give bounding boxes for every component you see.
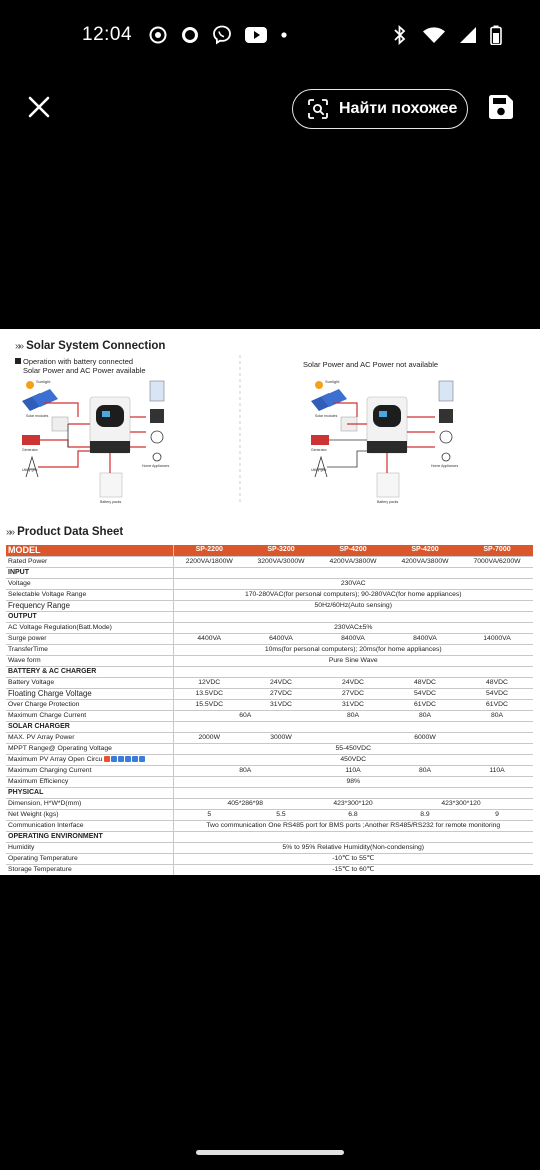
table-cell: 10ms(for personal computers); 20ms(for home appliances): [173, 644, 533, 655]
fan-icon: [151, 431, 163, 443]
table-row-label: OUTPUT: [6, 611, 173, 622]
close-icon: [28, 96, 50, 118]
charge-controller-icon: [52, 417, 68, 431]
svg-text:Generator: Generator: [311, 448, 327, 452]
svg-text:Solar modules: Solar modules: [315, 414, 338, 418]
table-row: [6, 677, 533, 688]
table-cell: 13.5VDC: [173, 688, 245, 699]
fridge-icon: [150, 381, 164, 401]
table-cell: 54VDC: [389, 688, 461, 699]
table-cell: 15.5VDC: [173, 699, 245, 710]
table-row-label: Selectable Voltage Range: [6, 589, 173, 600]
table-cell: 54VDC: [461, 688, 533, 699]
table-row: [6, 688, 533, 699]
table-cell: 61VDC: [461, 699, 533, 710]
table-cell: 6.8: [317, 809, 389, 820]
svg-text:Battery packs: Battery packs: [377, 500, 399, 504]
table-row-label: TransferTime: [6, 644, 173, 655]
table-cell: 4200VA/3800W: [389, 556, 461, 567]
table-row-label: Maximum PV Array Open Circu: [6, 754, 173, 765]
fan-icon: [440, 431, 452, 443]
table-cell: 80A: [317, 710, 389, 721]
table-row-label: INPUT: [6, 567, 173, 578]
toolbar-glyph-icon: [132, 756, 138, 762]
table-row: [6, 820, 533, 831]
left-diagram-note: [15, 357, 146, 375]
table-cell: 230VAC: [173, 578, 533, 589]
left-note-line1: Operation with battery connected: [23, 357, 134, 366]
table-section-row: [6, 831, 533, 842]
table-row-label: Rated Power: [6, 556, 173, 567]
table-cell: 31VDC: [317, 699, 389, 710]
table-cell: 2000W: [173, 732, 245, 743]
table-row-label: Operating Temperature: [6, 853, 173, 864]
product-image[interactable]: [0, 329, 540, 875]
table-cell: SP-2200: [173, 545, 245, 556]
table-cell: 423*300*120: [389, 798, 533, 809]
table-section-row: [6, 721, 533, 732]
svg-text:Generator: Generator: [22, 448, 38, 452]
status-time: 12:04: [82, 24, 133, 45]
fridge-icon: [439, 381, 453, 401]
wifi-icon: [422, 25, 446, 45]
table-cell: 7000VA/6200W: [461, 556, 533, 567]
input-method-toolbar: [104, 756, 145, 762]
bullet-square-icon: [15, 358, 21, 364]
table-cell: 450VDC: [173, 754, 533, 765]
table-cell: 48VDC: [389, 677, 461, 688]
table-row-label: AC Voltage Regulation(Batt.Mode): [6, 622, 173, 633]
left-note-line2: Solar Power and AC Power available: [23, 366, 146, 375]
table-cell: 3200VA/3000W: [245, 556, 317, 567]
table-cell: 55-450VDC: [173, 743, 533, 754]
table-header-row: [6, 545, 533, 556]
table-cell: SP-4200: [317, 545, 389, 556]
table-cell: 4200VA/3800W: [317, 556, 389, 567]
toolbar-glyph-icon: [104, 756, 110, 762]
table-cell: 8400VA: [389, 633, 461, 644]
table-cell: 4400VA: [173, 633, 245, 644]
table-section-row: [6, 611, 533, 622]
table-row: [6, 644, 533, 655]
table-row: [6, 743, 533, 754]
table-row-label: Net Weight (kgs): [6, 809, 173, 820]
status-system-icons: [390, 25, 502, 45]
table-row: [6, 710, 533, 721]
table-row: [6, 776, 533, 787]
product-data-table: [6, 545, 533, 875]
table-cell: 2200VA/1800W: [173, 556, 245, 567]
right-system-diagram: [307, 377, 477, 507]
table-cell: 5: [173, 809, 245, 820]
product-data-sheet-title: [6, 526, 123, 538]
computer-icon: [150, 409, 164, 423]
table-row: [6, 754, 533, 765]
table-row: [6, 765, 533, 776]
table-row: [6, 556, 533, 567]
table-cell: 31VDC: [245, 699, 317, 710]
table-row-label: Frequency Range: [6, 600, 173, 611]
table-row-label: Maximum Charging Current: [6, 765, 173, 776]
svg-text:Sunlight: Sunlight: [36, 379, 51, 384]
battery-icon: [490, 25, 502, 45]
table-cell: Pure Sine Wave: [173, 655, 533, 666]
table-row-label: Battery Voltage: [6, 677, 173, 688]
table-cell: [173, 787, 533, 798]
table-row: [6, 798, 533, 809]
table-row: [6, 732, 533, 743]
solar-connection-title: [15, 340, 165, 352]
find-similar-label: Найти похожее: [339, 100, 458, 117]
table-cell: 110A: [461, 765, 533, 776]
table-row-label: Maximum Efficiency: [6, 776, 173, 787]
diagram-divider: [238, 355, 242, 505]
table-row: [6, 699, 533, 710]
table-cell: 60A: [173, 710, 317, 721]
table-cell: 14000VA: [461, 633, 533, 644]
save-button[interactable]: [486, 92, 518, 124]
more-notifications-dot-icon: [280, 25, 288, 45]
table-cell: SP-7000: [461, 545, 533, 556]
table-row: [6, 633, 533, 644]
table-row: [6, 864, 533, 875]
table-row-label: Storage Temperature: [6, 864, 173, 875]
table-row: [6, 622, 533, 633]
table-cell: -15℃ to 60℃: [173, 864, 533, 875]
table-cell: 5.5: [245, 809, 317, 820]
table-row: [6, 600, 533, 611]
generator-icon: [311, 435, 329, 445]
table-cell: 80A: [461, 710, 533, 721]
left-system-diagram: [18, 377, 188, 507]
svg-text:Utility grid: Utility grid: [311, 468, 327, 472]
table-section-row: [6, 787, 533, 798]
table-row-label: Floating Charge Voltage: [6, 688, 173, 699]
table-cell: 48VDC: [461, 677, 533, 688]
save-floppy-icon: [486, 92, 516, 122]
table-section-row: [6, 567, 533, 578]
status-bar: [0, 0, 540, 70]
table-row-label: Humidity: [6, 842, 173, 853]
table-row-label: MPPT Range@ Operating Voltage: [6, 743, 173, 754]
toolbar-glyph-icon: [125, 756, 131, 762]
viber-icon: [212, 25, 232, 45]
chrome-icon: [148, 25, 168, 45]
table-row-label: Over Charge Protection: [6, 699, 173, 710]
table-cell: 27VDC: [245, 688, 317, 699]
toolbar-glyph-icon: [118, 756, 124, 762]
viewer-top-bar: [0, 80, 540, 140]
generator-icon: [22, 435, 40, 445]
table-row: [6, 853, 533, 864]
right-diagram-note: Solar Power and AC Power not available: [303, 360, 439, 369]
table-row-label: Dimension, H*W*D(mm): [6, 798, 173, 809]
table-row-label: PHYSICAL: [6, 787, 173, 798]
svg-text:Sunlight: Sunlight: [325, 379, 340, 384]
bulb-icon: [442, 453, 450, 461]
table-cell: 80A: [389, 710, 461, 721]
empty-viewer-area: [0, 875, 540, 1170]
find-similar-button[interactable]: [292, 89, 468, 129]
solar-connection-title-text: Solar System Connection: [26, 340, 166, 352]
table-row-label: Communication Interface: [6, 820, 173, 831]
table-section-row: [6, 666, 533, 677]
table-cell: 24VDC: [245, 677, 317, 688]
table-cell: [173, 666, 533, 677]
table-cell: 12VDC: [173, 677, 245, 688]
table-cell: SP-4200: [389, 545, 461, 556]
svg-text:Home Appliances: Home Appliances: [142, 464, 170, 468]
table-cell: 27VDC: [317, 688, 389, 699]
table-cell: 423*300*120: [317, 798, 389, 809]
table-cell: 8.9: [389, 809, 461, 820]
utility-tower-icon: [26, 457, 38, 477]
table-cell: [173, 567, 533, 578]
table-row-label: BATTERY & AC CHARGER: [6, 666, 173, 677]
bluetooth-icon: [390, 25, 410, 45]
table-row-label: MAX. PV Array Power: [6, 732, 173, 743]
table-cell: 50Hz/60Hz(Auto sensing): [173, 600, 533, 611]
product-data-sheet-title-text: Product Data Sheet: [17, 526, 124, 538]
table-cell: 5% to 95% Relative Humidity(Non-condensing): [173, 842, 533, 853]
table-cell: 170-280VAC(for personal computers); 90-280VAC(for home appliances): [173, 589, 533, 600]
table-cell: SP-3200: [245, 545, 317, 556]
computer-icon: [439, 409, 453, 423]
table-row: [6, 655, 533, 666]
youtube-icon: [244, 25, 268, 45]
table-cell: 98%: [173, 776, 533, 787]
double-chevron-icon: »»: [6, 526, 14, 538]
svg-text:Home Appliances: Home Appliances: [431, 464, 459, 468]
double-chevron-icon: »»: [15, 340, 23, 352]
battery-pack-icon: [100, 473, 122, 497]
table-row: [6, 589, 533, 600]
table-cell: [173, 831, 533, 842]
toolbar-glyph-icon: [111, 756, 117, 762]
table-row: [6, 842, 533, 853]
svg-text:Utility grid: Utility grid: [22, 468, 38, 472]
svg-text:Solar modules: Solar modules: [26, 414, 49, 418]
table-cell: -10℃ to 55℃: [173, 853, 533, 864]
status-notification-icons: [148, 25, 288, 45]
table-cell: 80A: [173, 765, 317, 776]
toolbar-glyph-icon: [139, 756, 145, 762]
home-gesture-bar[interactable]: [196, 1150, 344, 1155]
table-cell: Two communication One RS485 port for BMS ports ;Another RS485/RS232 for remote monitoring: [173, 820, 533, 831]
table-cell: 3000W: [245, 732, 317, 743]
table-row: [6, 578, 533, 589]
bulb-icon: [153, 453, 161, 461]
table-cell: 6400VA: [245, 633, 317, 644]
close-button[interactable]: [22, 90, 56, 124]
battery-pack-icon: [377, 473, 399, 497]
table-cell: [173, 721, 533, 732]
table-cell: 8400VA: [317, 633, 389, 644]
table-row: [6, 809, 533, 820]
sun-icon: [315, 381, 323, 389]
sun-icon: [26, 381, 34, 389]
table-cell: 9: [461, 809, 533, 820]
table-cell: 24VDC: [317, 677, 389, 688]
table-cell: 80A: [389, 765, 461, 776]
table-row-label: OPERATING ENVIRONMENT: [6, 831, 173, 842]
table-cell: [173, 611, 533, 622]
table-cell: 61VDC: [389, 699, 461, 710]
table-cell: 6000W: [317, 732, 533, 743]
table-row-label: SOLAR CHARGER: [6, 721, 173, 732]
image-search-icon: [307, 98, 329, 120]
table-row-label: Wave form: [6, 655, 173, 666]
table-row-label: Maximum Charge Current: [6, 710, 173, 721]
signal-icon: [458, 25, 478, 45]
table-cell: 110A: [317, 765, 389, 776]
table-cell: 405*286*98: [173, 798, 317, 809]
utility-tower-icon: [315, 457, 327, 477]
table-row-label: Surge power: [6, 633, 173, 644]
table-row-label: MODEL: [6, 545, 173, 556]
ring-icon: [180, 25, 200, 45]
svg-text:Battery packs: Battery packs: [100, 500, 122, 504]
table-row-label: Voltage: [6, 578, 173, 589]
table-cell: 230VAC±5%: [173, 622, 533, 633]
